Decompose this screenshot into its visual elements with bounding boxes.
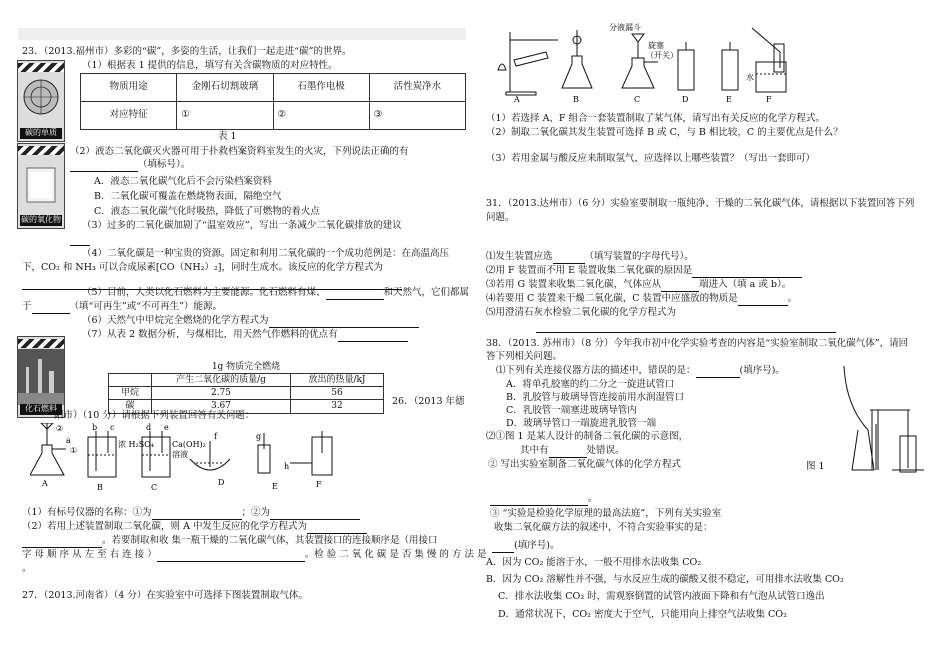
label-A: A (514, 95, 520, 104)
option-b: B．因为 CO₂ 溶解性并不强，与水反应生成的碳酸又很不稳定，可用排水法收集 CO₂ (486, 574, 844, 585)
label-g: g (256, 432, 262, 441)
label-C: C (634, 95, 641, 104)
option-b: B．乳胶管与玻璃导管连接前用水润湿管口 (506, 392, 684, 403)
carbon-elements-picture (17, 60, 65, 142)
q38-part3-answer: (填序号)。 (492, 540, 559, 553)
q38-part3-line2: 收集二氧化碳方法的叙述中，不符合实验事实的是： (494, 522, 713, 533)
q23-part4-line1: （4）二氧化碳是一种宝贵的资源。固定和利用二氧化碳的一个成功范例是：在高温高压 (82, 248, 450, 259)
water-label: 水 (746, 73, 754, 82)
picture-caption: 化石燃料 (20, 404, 62, 415)
q27-apparatus-diagram (484, 22, 789, 104)
table-cell: ③ (369, 102, 465, 130)
q23-part3: （3）过多的二氧化碳加剧了“温室效应”，写出一条减少二氧化碳排放的建议 (82, 220, 402, 231)
option-c: C．乳胶管一端塞进玻璃导管内 (506, 405, 637, 416)
q27-part2: （2）制取二氧化碳其发生装置可选择 B 或 C，与 B 相比较，C 的主要优点是什么？ (486, 127, 843, 138)
picture-caption: 碳的氧化物 (21, 215, 61, 225)
table-header (109, 374, 152, 387)
label-E: E (272, 482, 278, 491)
label-B: B (573, 95, 579, 104)
label-A: A (42, 479, 48, 488)
q38-part2-equation: ② 写出实验室制备二氧化碳气体的化学方程式 (488, 459, 682, 470)
fossil-fuel-picture (17, 336, 65, 418)
q23-part6: （6）天然气中甲烷完全燃烧的化学方程式为 (82, 315, 419, 328)
q38-part1: ⑴下列有关连接仪器方法的描述中，错误的是： (填序号)。 (496, 365, 785, 376)
table-cell: 2.75 (152, 387, 291, 400)
q38-part3-line1: ③ “实验是检验化学原理的最高法庭”，下列有关实验室 (490, 508, 722, 519)
q38-heading-cont: 答下列相关问题。 (486, 351, 563, 362)
figure-1-diagram (838, 366, 934, 476)
option-d: D．通常状况下，CO₂ 密度大于空气，只能用向上排空气法收集 CO₂ (498, 609, 787, 620)
label-B: B (97, 483, 103, 492)
q31-heading-cont: 问题。 (486, 212, 515, 223)
reagent-label: Ca(OH)₂ (172, 440, 206, 449)
carbon-oxides-picture (17, 143, 65, 229)
q27-title: 27．（2013.河南省）（4 分）在实验室中可选择下图装置制取气体。 (22, 590, 308, 601)
q26-part3-line2: 字 母 顺 序 从 左 至 右 连 接 ） 。检 验 二 氧 化 碳 是 否 集 慢 的 方 法 是 (22, 549, 487, 560)
q23-part2: （2）液态二氧化碳灭火器可用于扑救档案资料室发生的火灾，下列说法正确的有 (70, 146, 409, 157)
q31-item3: ⑶若用 G 装置来收集二氧化碳，气体应从 端进入（填 a 或 b）。 (486, 279, 792, 290)
option-c: C．液态二氧化碳气化时吸热，降低了可燃物的着火点 (94, 206, 320, 217)
q23-part1: （1）根据表 1 提供的信息，填写有关含碳物质的对应特性。 (82, 60, 338, 71)
table-cell: 金刚石切割玻璃 (177, 74, 273, 102)
q31-heading: 31．（2013.达州市）（6 分）实验室要制取一瓶纯净、干燥的二氧化碳气体，请根据以下装置回答下列 (486, 198, 915, 209)
q26-part1: （1）有标号仪器的名称：①为 ；②为 (22, 507, 360, 520)
q38-part2-line2: 其中有 处错误。 (520, 445, 625, 456)
label-c: c (110, 423, 115, 432)
q23-part4-line2: 下，CO₂ 和 NH₃ 可以合成尿素[CO（NH₂）₂]，同时生成水。该反应的化学方程式为 (22, 262, 384, 273)
table-cell: 碳 (109, 400, 152, 413)
q31-item2: ⑵用 F 装置而不用 E 装置收集二氧化碳的原因是 (486, 265, 802, 278)
q26-apparatus-diagram (30, 423, 340, 498)
label-d: d (146, 423, 152, 432)
option-a: A．将单孔胶塞的约二分之一旋进试管口 (506, 379, 675, 390)
table-header: 产生二氧化碳的质量/g (152, 374, 291, 387)
label-a: a (66, 436, 71, 445)
q27-part3: （3）若用金属与酸反应来制取氢气，应选择以上哪些装置？（写出一套即可） (486, 153, 816, 164)
table-cell: 3.67 (152, 400, 291, 413)
option-d: D．玻璃导管口一端旋进乳胶管一端 (506, 418, 657, 429)
header-band (18, 28, 466, 40)
label-two: ② (56, 424, 64, 433)
q31-item4: ⑷若要用 C 装置来干燥二氧化碳，C 装置中应盛放的物质是 。 (486, 293, 798, 304)
table-caption: 表 1 (218, 131, 237, 142)
option-b: B．二氧化碳可覆盖在燃烧物表面，隔绝空气 (94, 191, 282, 202)
answer-line: 。 (490, 493, 598, 506)
q26-part3-line1: 。若要制取和收 集一瓶干燥的二氧化碳气体，其装置接口的连接顺序是（用接口 (22, 535, 438, 548)
label-C: C (151, 483, 158, 492)
q23-title: 23．（2013.福州市）多彩的“碳”，多姿的生活，让我们一起走进“碳”的世界。 (22, 46, 352, 57)
q31-item1: ⑴发生装置应选 （填写装置的字母代号）。 (486, 251, 694, 262)
q26-part3-end: 。 (22, 563, 32, 574)
table-cell: 甲烷 (109, 387, 152, 400)
q31-item5: ⑸用澄清石灰水检验二氧化碳的化学方程式为 (486, 307, 677, 318)
table-cell: 对应特征 (81, 102, 177, 130)
option-a: A．因为 CO₂ 能溶于水，一般不用排水法收集 CO₂ (486, 557, 702, 568)
q23-part5-line2: 于 （填“可再生”或“不可再生”）能源。 (22, 301, 222, 312)
label-D: D (218, 478, 225, 487)
q23-part2-answer: （填标号）。 (70, 159, 190, 172)
q38-heading: 38．（2013. 苏州市）（8 分）今年我市初中化学实验考查的内容是“实验室制取二氧化碳气体”，请回 (486, 338, 909, 349)
funnel-label: 分液漏斗 (609, 23, 641, 32)
figure-caption: 图 1 (806, 461, 825, 472)
label-F: F (766, 95, 772, 104)
label-e: e (164, 423, 169, 432)
table-cell: 56 (290, 387, 383, 400)
q27-part1: （1）若选择 A、F 组合一套装置制取了某气体，请写出有关反应的化学方程式。 (486, 113, 826, 124)
label-b: b (92, 423, 98, 432)
label-one: ① (70, 446, 78, 455)
valve-label: 旋塞 (648, 41, 664, 50)
table-cell: 32 (290, 400, 383, 413)
label-F: F (316, 480, 322, 489)
q26-part2: （2）若用上述装置制取二氧化碳，则 A 中发生反应的化学方程式为 (22, 521, 367, 534)
q26-heading: 26．（2013 年德 (392, 396, 465, 407)
answer-line (536, 320, 836, 333)
q23-part7: （7）从表 2 数据分析，与煤相比，用天然气作燃料的优点有 (82, 329, 408, 342)
table-1 (80, 73, 466, 130)
label-f: f (214, 432, 217, 441)
reagent-label: 溶液 (172, 450, 188, 459)
table-cell: 物质用途 (81, 74, 177, 102)
q26-intro: 阳市）（10 分）请根据下列装置回答有关问题： (54, 410, 255, 421)
table-cell: ① (177, 102, 273, 130)
q23-part5-line1: （5）目前，人类以化石燃料为主要能源。化石燃料有煤、 和天然气，它们都属 (82, 287, 470, 298)
option-a: A．液态二氧化碳气化后不会污染档案资料 (94, 176, 272, 187)
table-cell: ② (273, 102, 369, 130)
table-title: 1g 物质完全燃烧 (109, 361, 384, 374)
picture-caption: 碳的单质 (20, 128, 62, 139)
table-cell: 活性炭净水 (369, 74, 465, 102)
valve-label: （开关） (646, 51, 678, 60)
q38-part2-line1: ⑵①图 1 是某人设计的制备二氧化碳的示意图， (486, 431, 689, 442)
reagent-label: 浓 H₂SO₄ (118, 440, 154, 449)
option-c: C．排水法收集 CO₂ 时，需观察倒置的试管内液面下降和有气泡从试管口逸出 (498, 591, 825, 602)
table-2 (108, 360, 384, 414)
table-cell: 石墨作电极 (273, 74, 369, 102)
label-E: E (726, 95, 732, 104)
label-D: D (682, 95, 689, 104)
answer-line (70, 233, 90, 246)
table-header: 放出的热量/kJ (290, 374, 383, 387)
label-h: h (284, 462, 290, 471)
